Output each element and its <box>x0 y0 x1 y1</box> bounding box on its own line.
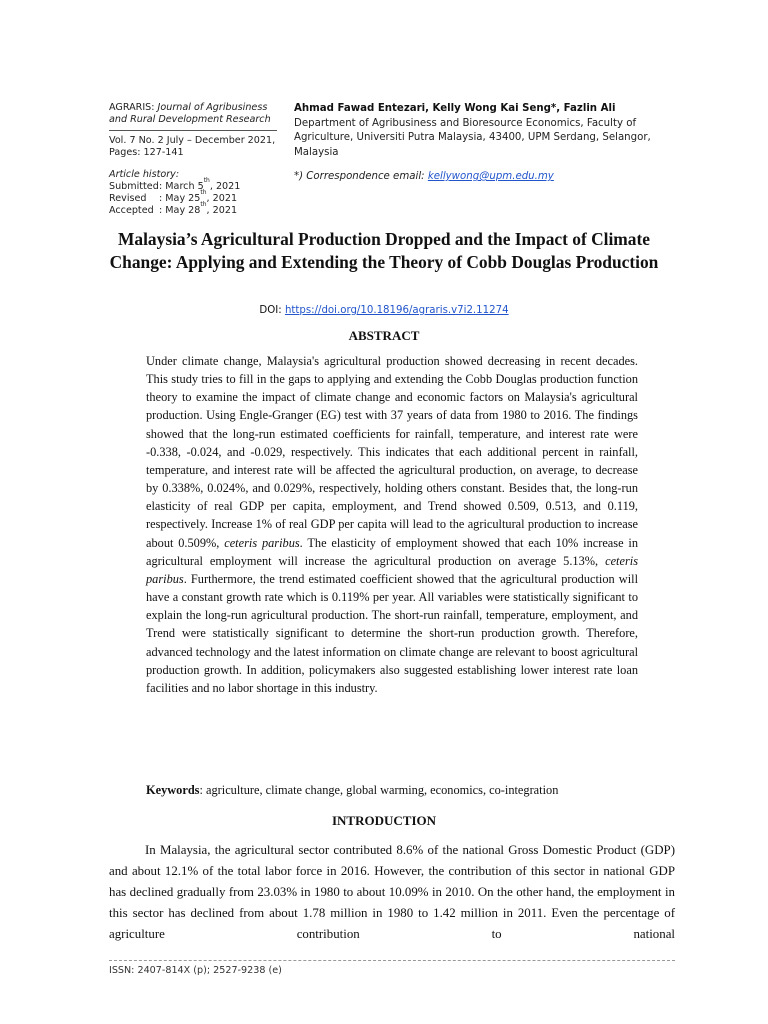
correspondence: *) Correspondence email: kellywong@upm.edu.my <box>294 171 554 182</box>
footer-issn: ISSN: 2407-814X (p); 2527-9238 (e) <box>109 965 282 976</box>
abstract-heading: ABSTRACT <box>348 328 420 343</box>
journal-info <box>109 102 279 217</box>
footer-divider <box>109 960 675 961</box>
journal-divider <box>109 130 277 131</box>
journal-volume: Vol. 7 No. 2 July – December 2021, <box>109 135 276 146</box>
paper-title: Malaysia’s Agricultural Production Dropped and the Impact of Climate Change: Applying and Extending the Theory of Cobb Douglas Production <box>109 229 659 272</box>
abstract-text: Under climate change, Malaysia's agricultural production showed decreasing in recent decades. This study tries to fill in the gaps to applying and extending the Cobb Douglas production function theory to examine the impact of climate change and economic factors on Malaysia's agricultural production. Using Engle-Granger (EG) test with 37 years of data from 1980 to 2016. The findings showed that the long-run estimated coefficients for rainfall, temperature, and interest rate were -0.338, -0.024, and -0.029, respectively. This indicates that each additional percent in rainfall, temperature, and interest rate will be affected the agricultural production, on average, to decrease by 0.338%, 0.024%, and 0.029%, respectively, holding others constant. Besides that, the long-run elasticity of real GDP per capita, employment, and Trend showed 0.509, 0.513, and 0.119, respectively. Increase 1% of real GDP per capita will lead to the agricultural production to increase about 0.509%, ceteris paribus. The elasticity of employment showed that each 10% increase in agricultural employment will increase the agricultural production on average 5.13%, ceteris paribus. Furthermore, the trend estimated coefficient showed that the agricultural production will have a constant growth rate which is 0.119% per year. All variables were statistically significant to explain the long-run agricultural production. The short-run rainfall, temperature, employment, and Trend were statistically significant to determine the short-run production growth. Therefore, advanced technology and the latest information on climate change are relevant to boost agricultural production growth. In addition, policymakers also suggested establishing lower interest rate loan facilities and no labor shortage in this industry. <box>146 354 638 695</box>
history-revised: Revised : May 25 th , 2021 <box>109 189 238 204</box>
introduction-text: In Malaysia, the agricultural sector contributed 8.6% of the national Gross Domestic Product (GDP) and about 12.1% of the total labor force in 2016. However, the contribution of this sector in national GDP has declined gradually from 23.03% in 1980 to about 10.09% in 2010. On the other hand, the employment in this sector has declined from about 1.78 million in 1980 to 1.42 million in 2011. Even the percentage of agriculture contribution to national <box>109 843 675 941</box>
keywords-list: : agriculture, climate change, global warming, economics, co-integration <box>199 783 559 797</box>
keywords <box>146 781 638 799</box>
journal-name: AGRARIS: Journal of Agribusiness and Rural Development Research <box>109 102 271 125</box>
author-block <box>294 102 654 185</box>
doi-link[interactable]: https://doi.org/10.18196/agraris.v7i2.11274 <box>284 305 509 316</box>
introduction-heading: INTRODUCTION <box>331 813 436 828</box>
authors: Ahmad Fawad Entezari, Kelly Wong Kai Seng*, Fazlin Ali <box>294 103 616 114</box>
article-history-heading: Article history: <box>109 169 180 180</box>
doi: DOI: https://doi.org/10.18196/agraris.v7i2.11274 <box>259 305 509 316</box>
journal-pages: Pages: 127-141 <box>109 147 184 158</box>
correspondence-email-link[interactable]: kellywong@upm.edu.my <box>427 171 554 182</box>
history-accepted: Accepted : May 28 th , 2021 <box>109 201 238 216</box>
affiliation: Department of Agribusiness and Bioresource Economics, Faculty of Agriculture, Universiti Putra Malaysia, 43400, UPM Serdang, Selangor, Malaysia <box>294 117 651 158</box>
history-submitted: Submitted : March 5 th , 2021 <box>109 177 241 192</box>
keywords-label: Keywords <box>146 783 200 797</box>
journal-title: Journal of Agribusiness and Rural Development Research <box>109 102 271 125</box>
